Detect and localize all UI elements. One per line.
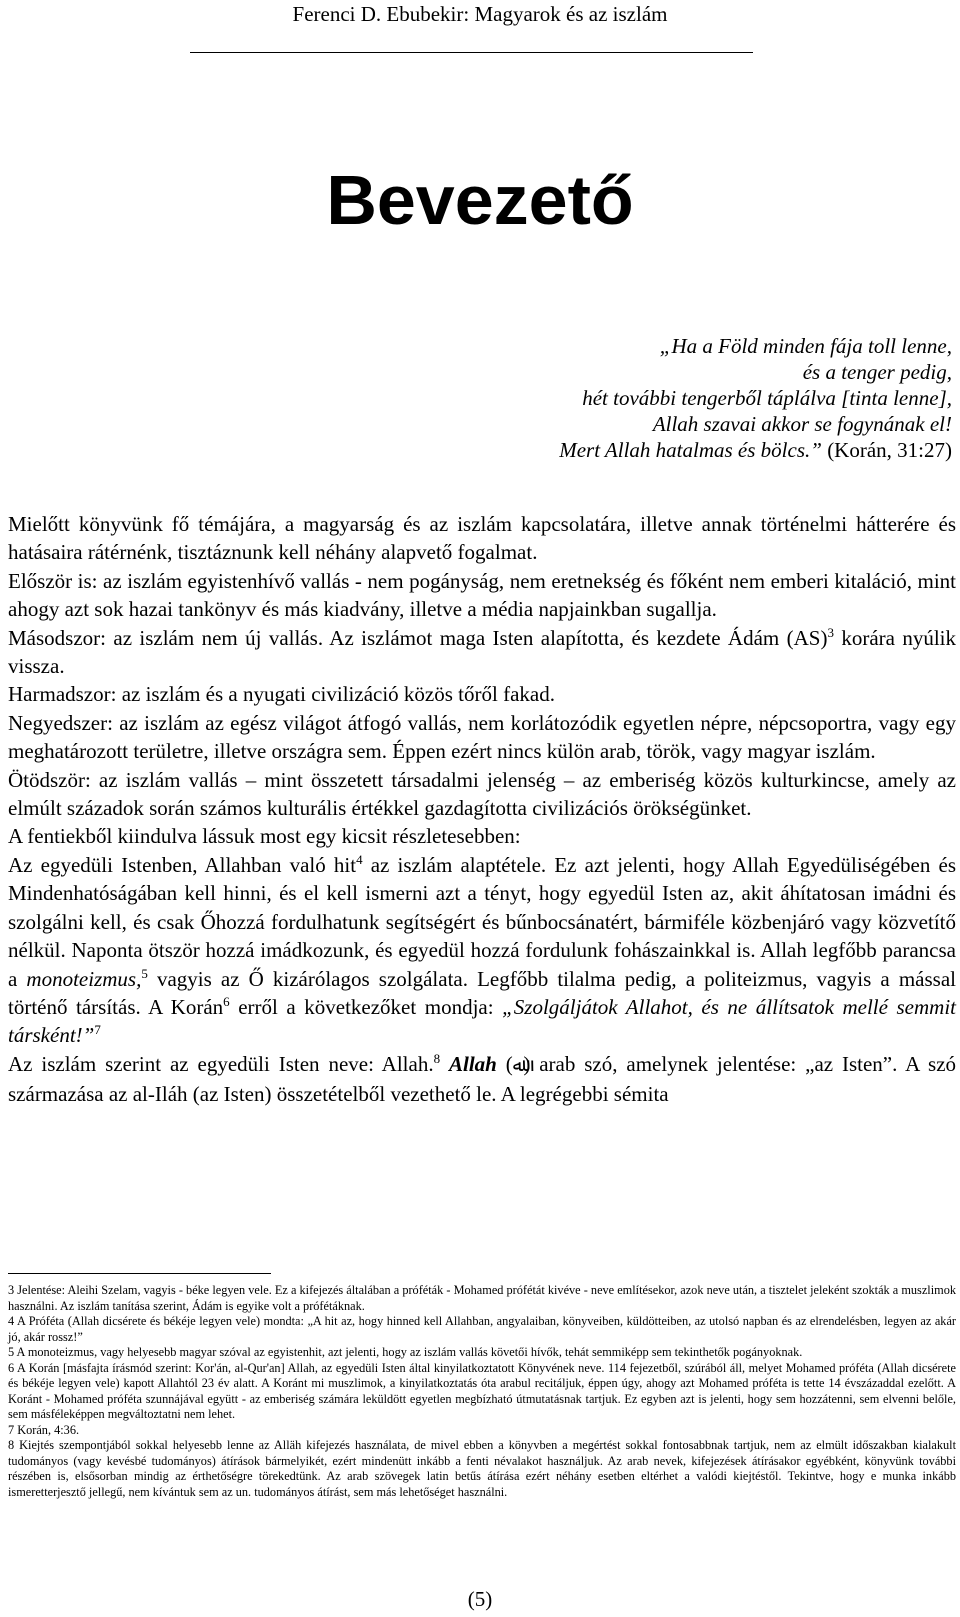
paragraph: Az iszlám szerint az egyedüli Isten neve: Allah.$^8$ Allah (ﷲ) arab szó, amelynek jelentése: „az Isten”. A szó származása az al-Iláh (az Isten) összetételből vezethető le. A legrégebbi sémita	[8, 1050, 957, 1107]
body-text	[8, 510, 956, 1109]
footnote: 4 A Próféta (Allah dicsérete és békéje legyen vele) mondta: „A hit az, hogy hinned kell Allahban, angyalaiban, könyveiben, küldötteiben, az utolsó napban és az elrendelésben, legyen az akár jó, akár rossz!”	[8, 1314, 956, 1344]
paragraph-text: az iszlám alaptétele. Ez azt jelenti, hogy Allah Egyedüliségében és Mindenhatóságában kell hinni, és el kell ismerni azt a tényt, hogy egyedül Isten az, akit áhítatosan imádni és szolgálni kell, és csak Őhozzá fordulhatunk segítségért és bűnbocsánatért, bármiféle közbenjáró vagy közvetítő nélkül. Naponta ötször hozzá imádkozunk, és egyedül hozzá fordulunk fohászainkkal is. Allah legfőbb parancsa a	[8, 852, 956, 991]
paragraph-text: Az iszlám szerint az egyedüli Isten neve: Allah.	[8, 1051, 434, 1076]
allah-term: Allah	[449, 1051, 497, 1076]
epigraph-quote	[252, 333, 952, 463]
quote-line: Mert Allah hatalmas és bölcs.”	[559, 438, 822, 462]
header-divider	[190, 52, 753, 53]
allah-calligraphy-icon: ﷲ	[512, 1054, 524, 1076]
paragraph: Ötödször: az iszlám vallás – mint összetett társadalmi jelenség – az emberiség közös kulturkincse, amely az elmúlt századok során számos kulturális értékkel gazdagította civilizációs örökségünket.	[8, 767, 956, 821]
footnote: 6 A Korán [másfajta írásmód szerint: Kor'án, al-Qur'an] Allah, az egyedüli Isten által kinyilatkoztatott Könyvének neve. 114 fejezetből, szúrából áll, melyet Mohamed próféta (Allah dicsérete és békéje legyen vele) kapott Allahtól 23 év alatt. A Koránt mi muszlimok, a kinyilatkoztatás óta arabul recitáljuk, éppen úgy, ahogy azt Mohamed próféta is tette 14 évszázaddal ezelőtt. A Koránt - Mohamed próféta szunnájával együtt - az emberiség számára leküldött egyetlen megbízható útmutatásnak tartjuk. Ez egyben azt is jelenti, hogy sem hozzátenni, sem elvenni belőle, sem másféleképpen megváltoztatni nem lehet.	[8, 1360, 956, 1421]
quote-line: Allah szavai akkor se fogynának el!	[652, 412, 952, 436]
footnote-ref[interactable]: 4	[356, 851, 363, 867]
footnote: 3 Jelentése: Aleihi Szelam, vagyis - béke legyen vele. Ez a kifejezés általában a próféták - Mohamed prófétát kivéve - neve említésekor, azok neve után, a tisztelet jeleként szokták a muszlimok használni. Az iszlám tanítása szerint, Ádám is egyike volt a prófétáknak.	[8, 1283, 956, 1313]
paragraph-text: arab szó, amelynek jelentése: „az Isten”. A szó származása az al-Iláh (az Isten) összetételből vezethető le. A legrégebbi sémita	[8, 1051, 957, 1107]
paragraph	[8, 624, 956, 681]
quote-line: és a tenger pedig,	[802, 360, 952, 384]
footnote: 5 A monoteizmus, vagy helyesebb magyar szóval az egyistenhit, azt jelenti, hogy az iszlám vallás követői hívők, tehát semmiképp sem tekinthetők pogányoknak.	[8, 1345, 803, 1359]
quote-line: hét további tengerből táplálva [tinta lenne],	[582, 386, 952, 410]
footnote-ref[interactable]: 5	[141, 965, 148, 981]
paragraph-text: Másodszor: az iszlám nem új vallás. Az iszlámot maga Isten alapította, és kezdete Ádám (AS)	[8, 625, 828, 650]
paragraph-text: Az egyedüli Istenben, Allahban való hit	[8, 852, 357, 877]
quote-source: (Korán, 31:27)	[827, 438, 952, 462]
page-number: (5)	[467, 1587, 493, 1611]
quote-line: „Ha a Föld minden fája toll lenne,	[659, 334, 952, 358]
paragraph: Negyedszer: az iszlám az egész világot átfogó vallás, nem korlátozódik egyetlen népre, népcsoportra, vagy egy meghatározott területre, illetve országra sem. Éppen ezért nincs külön arab, török, vagy magyar iszlám.	[8, 710, 956, 764]
footnote: 7 Korán, 4:36.	[8, 1422, 80, 1437]
paragraph-text: erről a következőket mondja:	[229, 994, 503, 1019]
quran-quote: „Szolgáljátok Allahot, és ne állítsatok mellé semmit társként!”	[8, 994, 956, 1048]
footnote-divider	[8, 1273, 271, 1274]
paragraph: A fentiekből kiindulva lássuk most egy kicsit részletesebben:	[8, 824, 521, 849]
paragraph	[8, 851, 956, 1050]
footnote-ref[interactable]: 7	[94, 1022, 101, 1038]
chapter-title: Bevezető	[326, 161, 634, 239]
paragraph: Mielőtt könyvünk fő témájára, a magyarság és az iszlám kapcsolatára, illetve annak történelmi hátterére és hatásaira rátérnénk, tisztáznunk kell néhány alapvető fogalmat.	[8, 512, 956, 565]
paragraph-text: vagyis az Ő kizárólagos szolgálata. Legfőbb tilalma pedig, a politeizmus, vagyis a mással történő társítás. A Korán	[8, 966, 956, 1019]
paragraph: Először is: az iszlám egyistenhívő vallás - nem pogányság, nem eretnekség és főként nem emberi kitaláció, mint ahogy azt sok hazai tankönyv és más kiadvány, illetve a média napjainkban sugallja.	[8, 568, 956, 622]
footnote-ref[interactable]: 6	[223, 993, 230, 1009]
footnotes	[8, 1283, 956, 1500]
footnote: 8 Kiejtés szempontjából sokkal helyesebb lenne az Alläh kifejezés használata, de mivel ebben a könyvben a megértést sokkal fontosabbnak tartjuk, nem az elmült időszakban kialakult tudományos (vagy kevésbé tudományos) átírások bármelyikét, ezért mindenütt inkább a fenti névalakot használjuk. Az arab nevek, kifejezések átírásakor egyébként, könyvünk további részében is, elsősorban mindig az érthetőségre törekedtünk. Az arab szövegek latin betűs átírása ezért néhány esetben eltérhet a valódi kiejtéstől. Tekintve, hogy e munka inkább ismeretterjesztő jellegű, nem kívántuk sem az un. tudományos átírást, sem más lehetőséget használni.	[8, 1438, 956, 1499]
paragraph: Harmadszor: az iszlám és a nyugati civilizáció közös tőről fakad.	[8, 682, 555, 707]
paragraph-text: korára nyúlik vissza.	[8, 625, 956, 679]
footnote-ref[interactable]: 8	[433, 1050, 441, 1066]
running-header: Ferenci D. Ebubekir: Magyarok és az iszlám	[292, 2, 668, 26]
footnote-ref[interactable]: 3	[827, 624, 834, 640]
emphasis-term: monoteizmus,	[26, 966, 142, 991]
